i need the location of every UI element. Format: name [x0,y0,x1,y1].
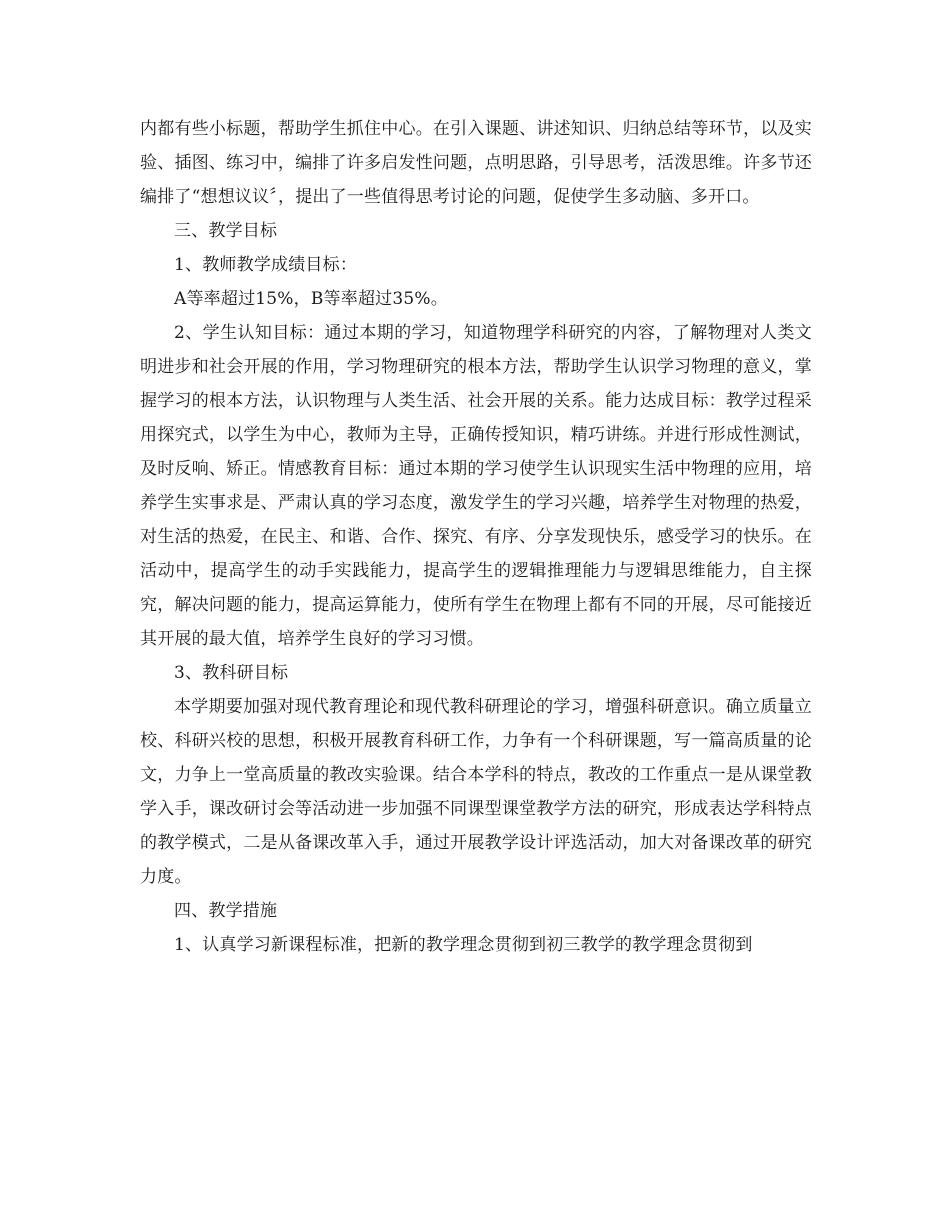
paragraph-student-cognitive-goal: 2、学生认知目标：通过本期的学习，知道物理学科研究的内容，了解物理对人类文明进步和社会开展的作用，学习物理研究的根本方法，帮助学生认识学习物理的意义，掌握学习的根本方法，认识物理与人类生活、社会开展的关系。能力达成目标：教学过程采用探究式，以学生为中心，教师为主导，正确传授知识，精巧讲练。并进行形成性测试，及时反响、矫正。情感教育目标：通过本期的学习使学生认识现实生活中物理的应用，培养学生实事求是、严肃认真的学习态度，激发学生的学习兴趣，培养学生对物理的热爱，对生活的热爱，在民主、和谐、合作、探究、有序、分享发现快乐，感受学习的快乐。在活动中，提高学生的动手实践能力，提高学生的逻辑推理能力与逻辑思维能力，自主探究，解决问题的能力，提高运算能力，使所有学生在物理上都有不同的开展，尽可能接近其开展的最大值，培养学生良好的学习习惯。 [140,323,812,649]
section-heading-teaching-goals: 三、教学目标 [174,221,278,241]
section-heading-teaching-measures: 四、教学措施 [174,901,278,921]
paragraph-measure-1: 1、认真学习新课程标准，把新的教学理念贯彻到初三教学的教学理念贯彻到 [174,935,753,955]
paragraph-continuation: 内都有些小标题，帮助学生抓住中心。在引入课题、讲述知识、归纳总结等环节，以及实验、插图、练习中，编排了许多启发性问题，点明思路，引导思考，活泼思维。许多节还编排了“想想议议〞，提出了一些值得思考讨论的问题，促使学生多动脑、多开口。 [140,119,812,207]
paragraph-research-plan: 本学期要加强对现代教育理论和现代教科研理论的学习，增强科研意识。确立质量立校、科研兴校的思想，积极开展教育科研工作，力争有一个科研课题，写一篇高质量的论文，力争上一堂高质量的教改实验课。结合本学科的特点，教改的工作重点一是从课堂教学入手，课改研讨会等活动进一步加强不同课型课堂教学方法的研究，形成表达学科特点的教学模式，二是从备课改革入手，通过开展教学设计评选活动，加大对备课改革的研究力度。 [140,697,812,887]
subheading-research-goal: 3、教科研目标 [174,663,289,683]
paragraph-score-rates: A等率超过15%，B等率超过35%。 [174,289,448,309]
subheading-teacher-score-goal: 1、教师教学成绩目标： [174,255,358,275]
document-body [140,112,812,962]
